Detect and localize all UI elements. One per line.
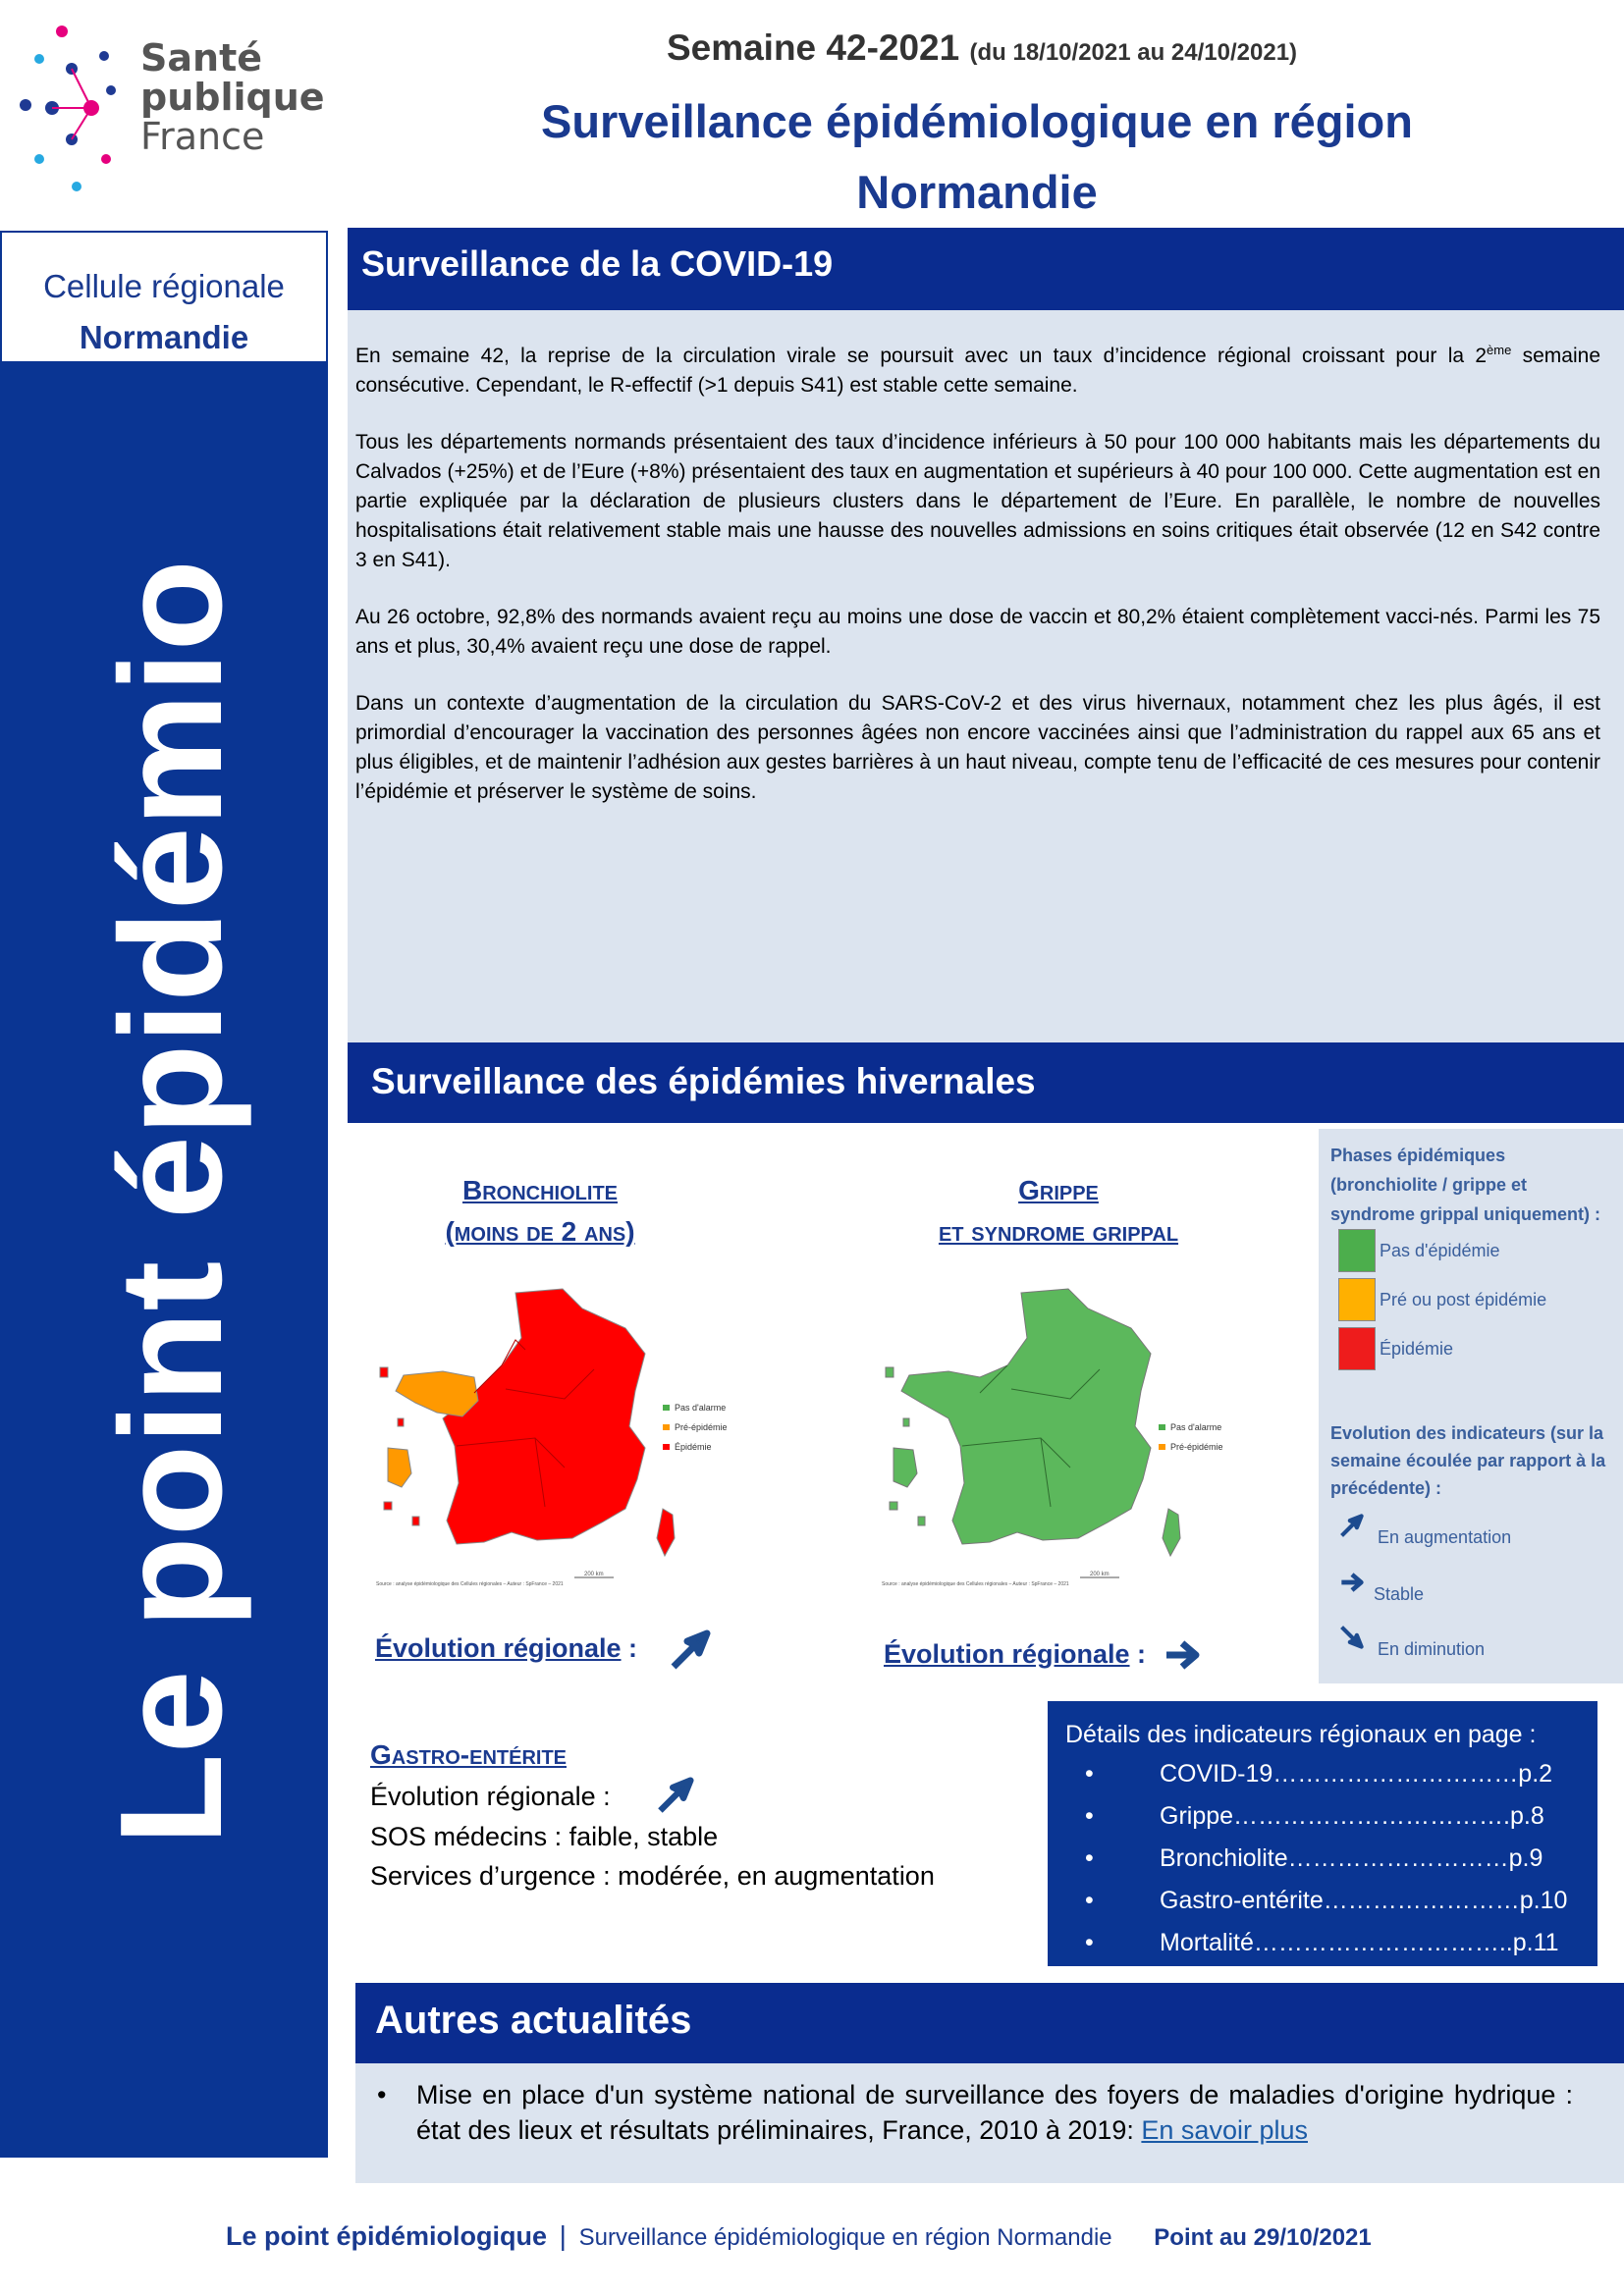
legend-stable-label: Stable	[1374, 1584, 1425, 1604]
covid-heading	[348, 228, 1624, 310]
covid-paragraph-2: Tous les départements normands présentaient des taux d’incidence inférieurs à 50 pour 100 000 habitants mais les départements du Calvados (+25%) et de l’Eure (+8%) présentaient des taux en augmentation et supérieurs à 40 pour 100 000. Cette augmentation est en partie expliquée par la déclaration de plusieurs clusters dans le département de l’Eure. En parallèle, le nombre de nouvelles hospitalisations était relativement stable mais une hausse des nouvelles admissions en soins critiques était observée (12 en S42 contre 3 en S41).	[355, 431, 1600, 571]
phase-orange-label: Pré ou post épidémie	[1380, 1290, 1547, 1309]
bronchiolite-map	[368, 1281, 751, 1595]
svg-text:Pré-épidémie: Pré-épidémie	[1170, 1442, 1223, 1452]
logo-wordmark	[140, 36, 325, 158]
phase-orange-swatch	[1338, 1278, 1376, 1321]
bronchiolite-evolution: Évolution régionale :	[375, 1633, 638, 1663]
region-brittany	[396, 1371, 478, 1416]
svg-text:Pré-épidémie: Pré-épidémie	[675, 1422, 728, 1432]
autres-heading	[355, 1983, 1624, 2063]
legend-arrow-stable-icon	[1338, 1571, 1366, 1594]
page-title-line-1: Surveillance épidémiologique en région	[541, 95, 1413, 147]
vertical-title-text: Le point épidémio	[90, 602, 252, 1845]
details-item-covid: • COVID-19…………………………p.2	[1065, 1753, 1597, 1795]
arrow-stable-icon	[1163, 1637, 1202, 1673]
region-corsica	[657, 1509, 675, 1556]
legend-arrow-up-icon	[1338, 1514, 1364, 1539]
gastro-urgences: Services d’urgence : modérée, en augmentation	[370, 1861, 935, 1891]
winter-heading	[348, 1042, 1624, 1123]
week-number: Semaine 42-2021	[666, 27, 960, 68]
details-box	[1048, 1701, 1597, 1966]
details-item-gastro: • Gastro-entérite……………………p.10	[1065, 1880, 1597, 1922]
overseas-green	[893, 1448, 917, 1487]
bullet: •	[377, 2080, 387, 2109]
week-dates: (du 18/10/2021 au 24/10/2021)	[969, 39, 1298, 66]
gastro-arrow-up-icon	[653, 1777, 696, 1816]
legend-panel	[1319, 1129, 1623, 1683]
bronchiolite-title: Bronchiolite (moins de 2 ans)	[445, 1175, 635, 1247]
footer-text: Surveillance épidémiologique en région Normandie	[578, 2224, 1112, 2251]
footer-title: Le point épidémiologique	[226, 2221, 547, 2251]
logo-line-3: France	[140, 115, 265, 158]
svg-text:Pas d'alarme: Pas d'alarme	[675, 1403, 727, 1413]
legend-down-label: En diminution	[1378, 1639, 1486, 1659]
autres-item: • Mise en place d'un système national de surveillance des foyers de maladies d'origine hydrique : état des lieux et résultats préliminaires, France, 2010 à 2019: En savoir plus	[365, 2077, 1573, 2148]
evo-title: Evolution des indicateurs (sur la semaine écoulée par rapport à la précédente) :	[1330, 1423, 1606, 1498]
region-corsica	[1163, 1509, 1180, 1556]
details-item-bronchiolite: • Bronchiolite………………………p.9	[1065, 1838, 1597, 1880]
footer-separator: |	[559, 2220, 567, 2251]
overseas-orange	[388, 1448, 411, 1487]
phase-green-label: Pas d'épidémie	[1380, 1241, 1500, 1260]
page-title	[432, 86, 1522, 228]
sidebar-cell-panel	[0, 231, 328, 363]
map-scale: 200 km	[1090, 1572, 1110, 1577]
logo-line-2: publique	[140, 76, 325, 119]
gastro-sos: SOS médecins : faible, stable	[370, 1822, 719, 1851]
details-item-grippe: • Grippe…………………………….p.8	[1065, 1795, 1597, 1838]
vertical-title	[0, 373, 328, 1944]
france-mainland	[443, 1289, 645, 1544]
cell-label: Cellule régionale	[43, 268, 285, 304]
cell-region: Normandie	[79, 319, 249, 355]
gastro-evolution: Évolution régionale :	[370, 1782, 611, 1811]
covid-body	[355, 336, 1600, 834]
page-title-line-2: Normandie	[856, 166, 1098, 218]
legend-up-label: En augmentation	[1378, 1527, 1512, 1547]
gastro-title: Gastro-entérite	[370, 1739, 567, 1770]
en-savoir-plus-link[interactable]: En savoir plus	[1141, 2115, 1308, 2145]
phase-red-swatch	[1338, 1327, 1376, 1370]
autres-heading-text: Autres actualités	[375, 1999, 692, 2042]
arrow-up-icon	[668, 1629, 711, 1673]
covid-heading-text: Surveillance de la COVID-19	[361, 243, 834, 284]
footer-date: Point au 29/10/2021	[1154, 2224, 1372, 2251]
covid-paragraph-4: Dans un contexte d’augmentation de la circulation du SARS-CoV-2 et des virus hivernaux, notamment chez les plus âgés, il est primordial d’encourager la vaccination des personnes âgées non encore vaccinées ainsi que l’administration du rappel aux 65 ans et plus éligibles, et de maintenir l’adhésion aux gestes barrières à un haut niveau, compte tenu de l’efficacité de ces mesures pour contenir l’épidémie et préserver le système de soins.	[355, 692, 1600, 803]
logo-line-1: Santé	[140, 36, 263, 80]
phase-green-swatch	[1338, 1229, 1376, 1272]
details-list	[1065, 1753, 1597, 1964]
france-mainland	[901, 1289, 1151, 1544]
map-scale: 200 km	[584, 1572, 604, 1577]
details-item-mortalite: • Mortalité…………………………..p.11	[1065, 1922, 1597, 1964]
phase-red-label: Épidémie	[1380, 1339, 1454, 1359]
legend-arrow-down-icon	[1338, 1624, 1364, 1649]
grippe-evolution: Évolution régionale :	[884, 1639, 1147, 1669]
svg-text:Pas d'alarme: Pas d'alarme	[1170, 1422, 1222, 1432]
grippe-title: Grippe et syndrome grippal	[938, 1175, 1179, 1247]
map-source: Source : analyse épidémiologique des Cellules régionales – Auteur : SpFrance – 2021	[882, 1581, 1069, 1587]
map-legend	[1159, 1422, 1223, 1452]
logo-dots	[18, 22, 126, 198]
phases-title: Phases épidémiques (bronchiolite / grippe et syndrome grippal uniquement) :	[1330, 1146, 1601, 1224]
covid-paragraph-1: En semaine 42, la reprise de la circulation virale se poursuit avec un taux d’incidence régional croissant pour la 2ème semaine consécutive. Cependant, le R-effectif (>1 depuis S41) est stable cette semaine.	[355, 343, 1600, 397]
map-source: Source : analyse épidémiologique des Cellules régionales – Auteur : SpFrance – 2021	[376, 1581, 564, 1587]
map-legend	[663, 1403, 728, 1452]
winter-heading-text: Surveillance des épidémies hivernales	[371, 1061, 1036, 1101]
week-label	[530, 27, 1434, 69]
details-title: Détails des indicateurs régionaux en page :	[1065, 1721, 1537, 1748]
covid-paragraph-3: Au 26 octobre, 92,8% des normands avaient reçu au moins une dose de vaccin et 80,2% étaient complètement vacci-nés. Parmi les 75 ans et plus, 30,4% avaient reçu une dose de rappel.	[355, 606, 1600, 658]
footer	[226, 2220, 1502, 2252]
svg-text:Épidémie: Épidémie	[675, 1442, 712, 1452]
grippe-map	[874, 1281, 1257, 1595]
